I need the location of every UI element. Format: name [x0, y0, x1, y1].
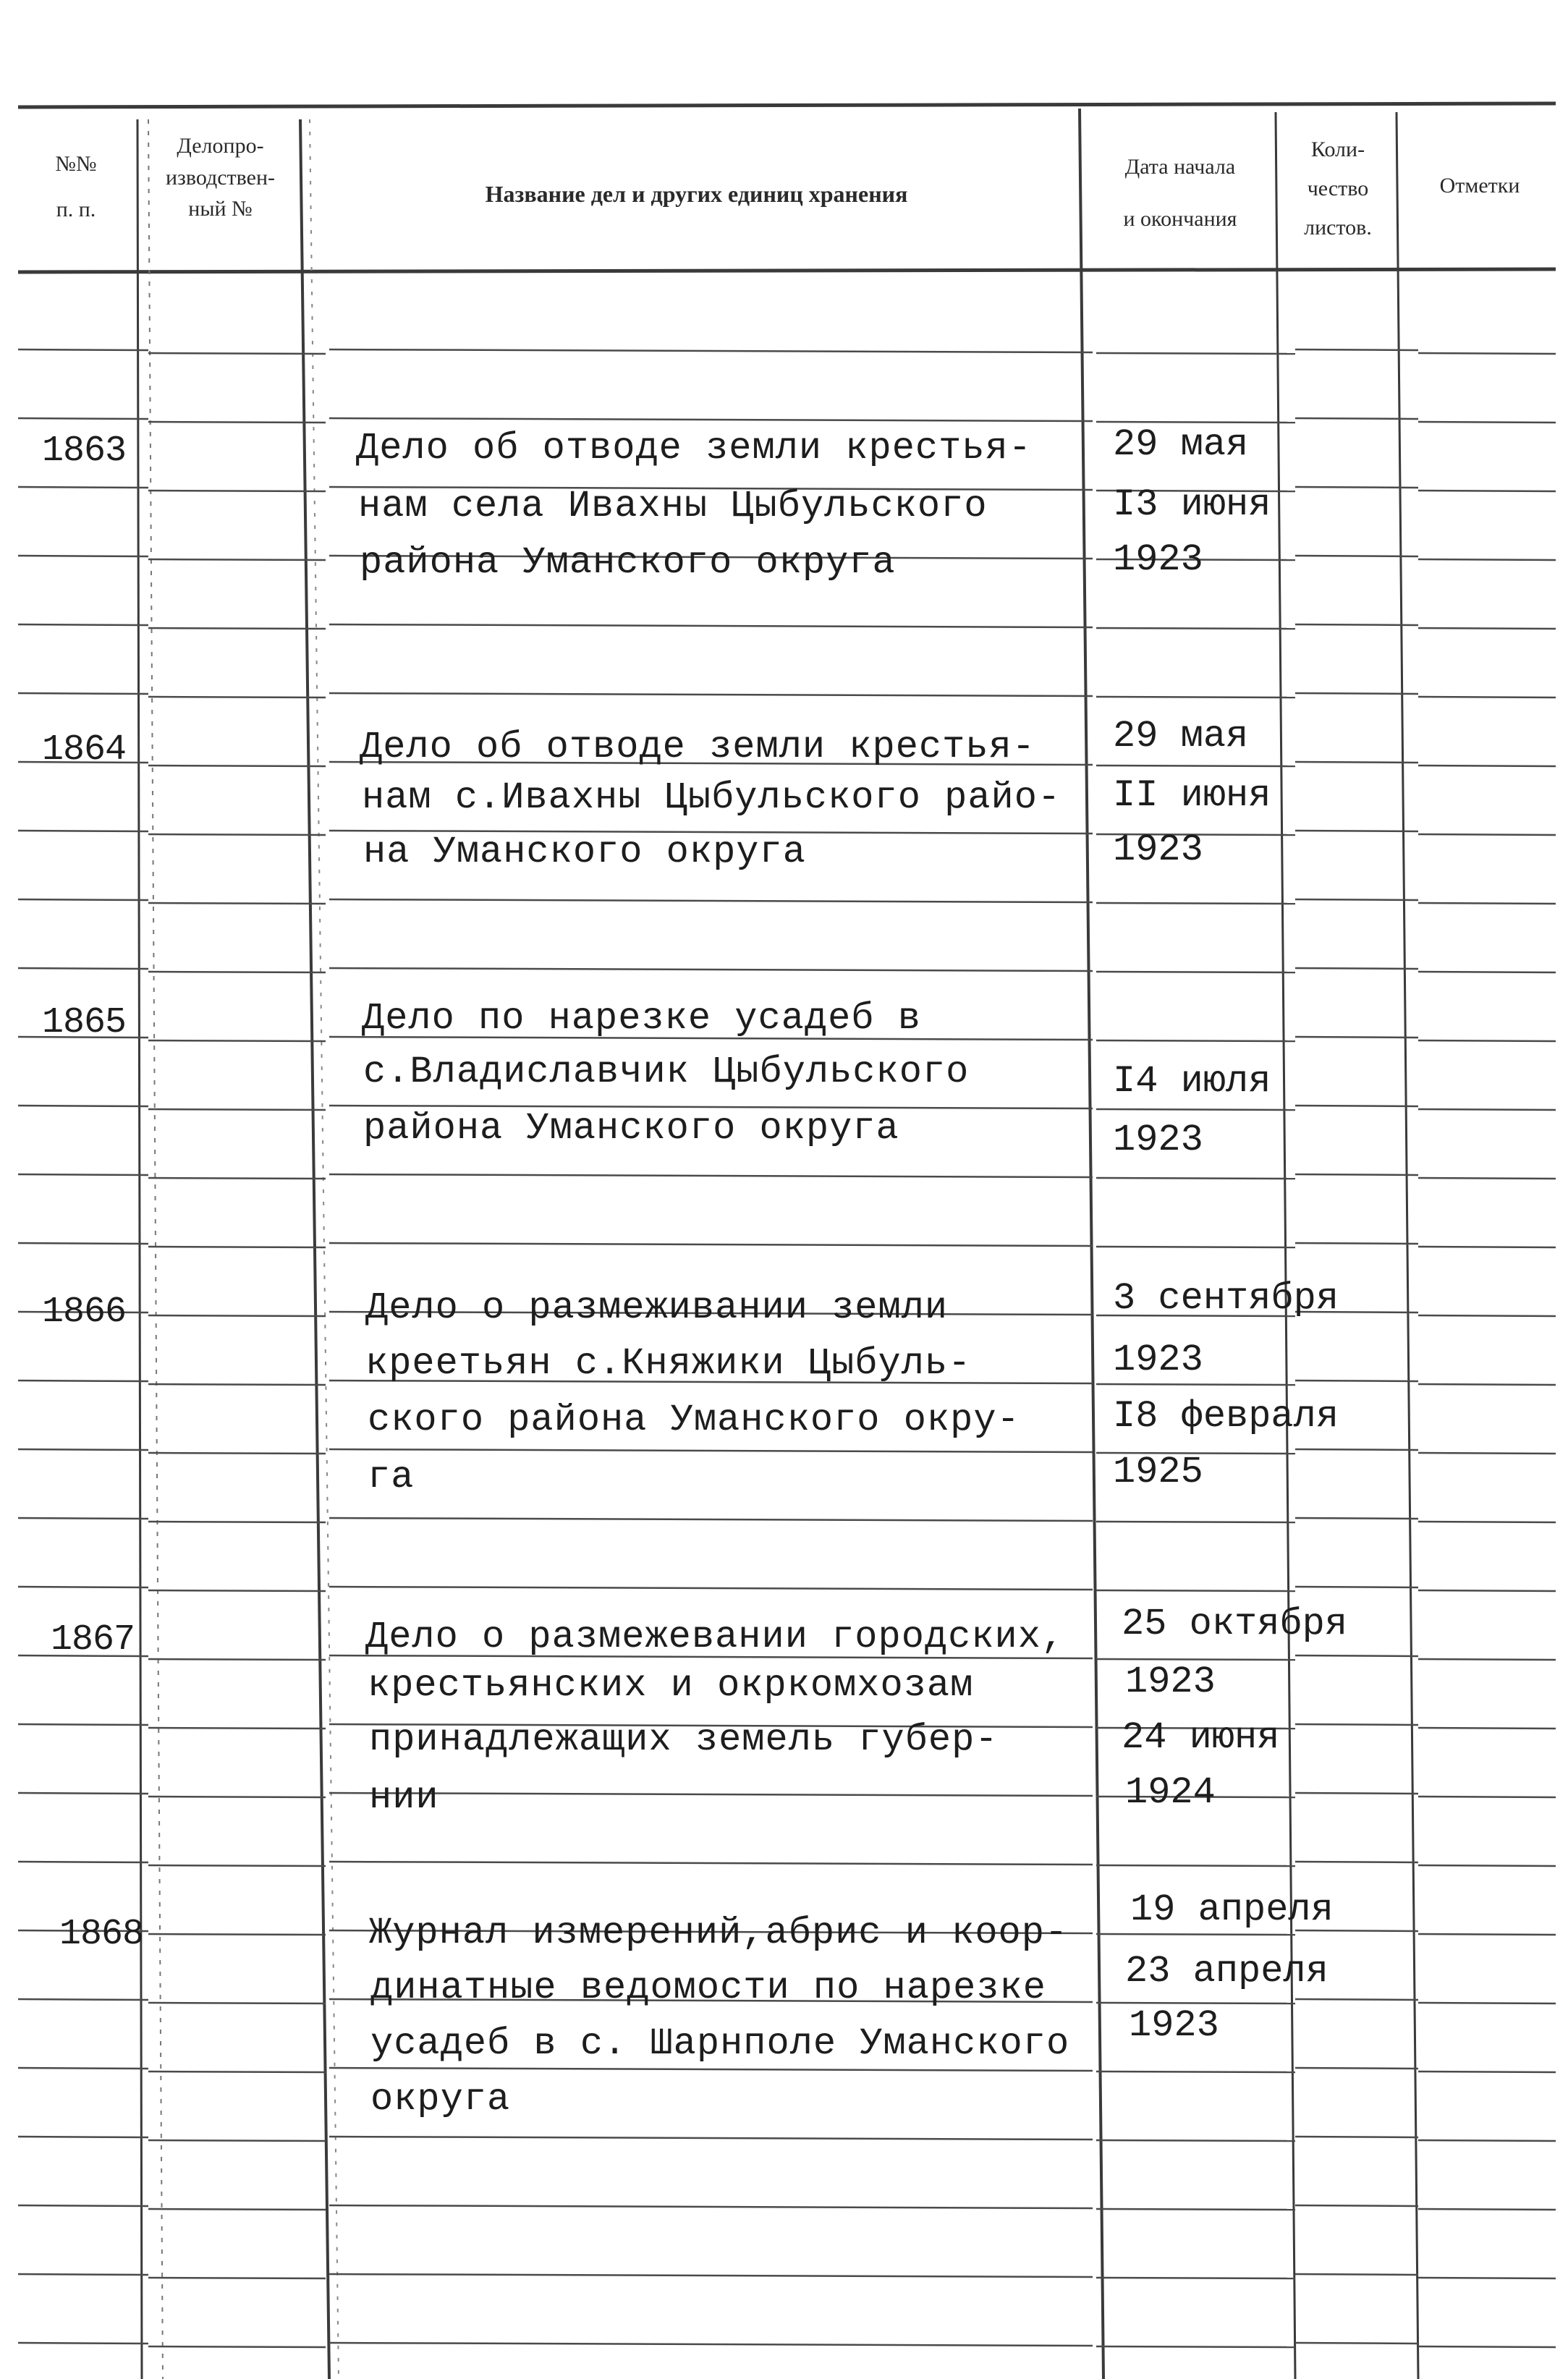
ruled-line — [18, 624, 148, 625]
record-date-line: 24 июня — [1122, 1716, 1280, 1759]
ruled-line — [329, 1449, 1093, 1452]
header-number-line-1: №№ — [55, 152, 97, 176]
ruled-line — [329, 2068, 1093, 2071]
ruled-line — [329, 2137, 1093, 2140]
ruled-line — [18, 968, 148, 969]
ruled-line — [148, 1040, 326, 1041]
ruled-line — [148, 1659, 326, 1660]
ruled-line — [1295, 1999, 1418, 2000]
ruled-line — [329, 1793, 1093, 1796]
record-date-line: 1923 — [1113, 1119, 1203, 1161]
ruled-line — [1096, 628, 1295, 629]
header-number-line-2: п. п. — [56, 198, 96, 221]
record-number: 1866 — [42, 1292, 127, 1333]
ruled-line — [18, 1449, 148, 1450]
ruled-line — [1096, 2071, 1295, 2072]
ruled-line — [1295, 624, 1418, 625]
ruled-line — [1418, 353, 1556, 354]
ruled-line — [1418, 422, 1556, 423]
header-office-line-2: изводствен- — [165, 165, 276, 190]
ruled-line — [148, 353, 326, 354]
ruled-line — [1295, 487, 1418, 488]
ruled-line — [148, 422, 326, 423]
record-title-line: принадлежащих земель губер- — [369, 1718, 999, 1761]
ruled-line — [18, 2343, 148, 2344]
record-title-line: округа — [370, 2078, 511, 2121]
record-title-line: ского района Уманского окру- — [368, 1399, 1020, 1441]
ruled-line — [148, 628, 326, 629]
header-dates-line-1: Дата начала — [1124, 155, 1236, 179]
ruled-line — [1096, 903, 1295, 904]
header-sheets-line-1: Коли- — [1310, 137, 1365, 161]
ruled-line — [1096, 1178, 1295, 1179]
ruled-line — [18, 899, 148, 900]
record-number: 1867 — [51, 1619, 135, 1661]
ruled-line — [1096, 2140, 1295, 2141]
ruled-line — [1096, 1865, 1295, 1866]
record-title-line: нии — [369, 1776, 439, 1819]
ruled-line — [1295, 2205, 1418, 2206]
ruled-line — [1418, 1178, 1556, 1179]
ruled-line — [1418, 628, 1556, 629]
record-date-line: 29 мая — [1113, 715, 1249, 758]
ruled-line — [1096, 422, 1295, 423]
ruled-line — [329, 2205, 1093, 2208]
ruled-line — [18, 1999, 148, 2000]
record-date-line: 29 мая — [1113, 423, 1249, 466]
ruled-line — [148, 1728, 326, 1729]
record-number: 1868 — [59, 1914, 144, 1955]
ruled-line — [18, 1724, 148, 1725]
record-date-line: 1925 — [1113, 1451, 1203, 1493]
ruled-line — [1295, 2068, 1418, 2069]
ruled-line — [1418, 1865, 1556, 1866]
ruled-line — [1096, 1934, 1295, 1935]
record-date-line: 1923 — [1113, 1339, 1203, 1381]
ruled-line — [1096, 1040, 1295, 1041]
ruled-line — [329, 1243, 1093, 1246]
header-number-column — [33, 141, 119, 232]
ruled-line — [1418, 559, 1556, 560]
ruled-line — [329, 2274, 1093, 2277]
header-office-line-1: Делопро- — [177, 134, 264, 158]
ruled-line — [329, 624, 1093, 627]
ruled-line — [1295, 1724, 1418, 1725]
ruled-line — [1418, 1040, 1556, 1041]
header-office-number-column — [139, 130, 302, 225]
record-title-line: Дело о размеживании земли — [365, 1286, 949, 1329]
record-date-line: 1923 — [1113, 828, 1203, 871]
ruled-line — [329, 1587, 1093, 1590]
record-date-line: I4 июля — [1113, 1060, 1271, 1103]
record-date-line: 19 апреля — [1130, 1888, 1334, 1931]
record-date-line: 1924 — [1125, 1771, 1216, 1814]
ruled-line — [148, 2346, 326, 2347]
header-dates-column — [1083, 141, 1277, 245]
ruled-line — [1418, 1315, 1556, 1316]
ruled-line — [1418, 2346, 1556, 2347]
header-notes-column: Отметки — [1439, 174, 1520, 198]
ruled-line — [1295, 1037, 1418, 1038]
ruled-line — [1418, 1934, 1556, 1935]
ruled-line — [18, 693, 148, 694]
record-date-line: 3 сентября — [1113, 1277, 1339, 1320]
ruled-line — [148, 1315, 326, 1316]
ruled-line — [148, 1590, 326, 1591]
record-number: 1865 — [42, 1002, 127, 1043]
ruled-line — [148, 1453, 326, 1454]
ruled-line — [1295, 2274, 1418, 2275]
ruled-line — [329, 899, 1093, 902]
record-date-line: 25 октября — [1122, 1603, 1348, 1645]
record-title-line: креетьян с.Княжики Цыбуль- — [365, 1342, 972, 1385]
ruled-line — [1418, 1453, 1556, 1454]
record-title-line: нам села Ивахны Цыбульского — [358, 485, 988, 527]
ruled-line — [1096, 1659, 1295, 1660]
record-date-line: II июня — [1113, 774, 1271, 817]
ruled-line — [329, 693, 1093, 696]
ruled-line — [329, 1518, 1093, 1521]
record-title-line: динатные ведомости по нарезке — [370, 1967, 1046, 2009]
record-date-line: 23 апреля — [1125, 1950, 1328, 1993]
header-sheets-line-3: листов. — [1304, 216, 1372, 239]
ruled-line — [1418, 2140, 1556, 2141]
ruled-line — [18, 349, 148, 350]
header-sheets-line-2: чество — [1307, 177, 1369, 200]
ruled-line — [148, 559, 326, 560]
ruled-line — [18, 1174, 148, 1175]
ruled-line — [148, 1865, 326, 1866]
ruled-line — [18, 2068, 148, 2069]
ruled-line — [1096, 2209, 1295, 2210]
ruled-line — [18, 1518, 148, 1519]
ruled-line — [18, 487, 148, 488]
header-office-line-3: ный № — [188, 197, 253, 221]
ruled-line — [148, 2209, 326, 2210]
ruled-line — [329, 2343, 1093, 2346]
header-title-column: Название дел и других единиц хранения — [485, 181, 908, 207]
record-title-line: на Уманского округа — [363, 831, 806, 873]
record-date-line: I8 февраля — [1113, 1395, 1339, 1438]
record-title-line: района Уманского округа — [360, 541, 896, 584]
record-date-line: 1923 — [1113, 538, 1203, 581]
ruled-line — [148, 1934, 326, 1935]
ruled-line — [1096, 2346, 1295, 2347]
ruled-line — [1418, 903, 1556, 904]
ruled-line — [329, 1174, 1093, 1177]
ruled-line — [1295, 418, 1418, 419]
ruled-line — [1295, 1655, 1418, 1656]
ruled-line — [1295, 1518, 1418, 1519]
ruled-line — [1295, 693, 1418, 694]
ruled-line — [148, 903, 326, 904]
ruled-line — [1295, 2343, 1418, 2344]
ruled-line — [1295, 1449, 1418, 1450]
ruled-line — [1295, 1174, 1418, 1175]
record-title-line: района Уманского округа — [363, 1107, 899, 1150]
record-title-line: Дело по нарезке усадеб в — [362, 997, 921, 1040]
ruled-line — [148, 1109, 326, 1110]
ruled-line — [329, 349, 1093, 352]
record-date-line: I3 июня — [1113, 483, 1271, 526]
ruled-line — [1295, 968, 1418, 969]
ruled-line — [1418, 1384, 1556, 1385]
ruled-line — [1418, 1728, 1556, 1729]
ruled-line — [1418, 1109, 1556, 1110]
record-title-line: усадеб в с. Шарнполе Уманского — [370, 2022, 1070, 2065]
ruled-line — [1418, 1590, 1556, 1591]
record-number: 1864 — [42, 729, 127, 771]
ruled-line — [18, 2205, 148, 2206]
ruled-line — [1096, 353, 1295, 354]
ruled-line — [148, 834, 326, 835]
ruled-line — [18, 1793, 148, 1794]
ruled-line — [1418, 834, 1556, 835]
record-title-line: Дело о размежевании городских, — [365, 1616, 1065, 1658]
ruled-line — [18, 418, 148, 419]
record-title-line: Дело об отводе земли крестья- — [356, 427, 1032, 470]
ruled-line — [1295, 762, 1418, 763]
ruled-line — [148, 1384, 326, 1385]
ruled-line — [1295, 1793, 1418, 1794]
ruled-line — [329, 968, 1093, 971]
ruled-line — [18, 1243, 148, 1244]
header-sheets-column — [1277, 130, 1399, 247]
ruled-line — [1295, 1243, 1418, 1244]
record-title-line: Журнал измерений,абрис и коор- — [369, 1912, 1069, 1954]
record-title-line: нам с.Ивахны Цыбульского райо- — [362, 776, 1061, 819]
ruled-line — [148, 2140, 326, 2141]
ruled-line — [1418, 1659, 1556, 1660]
record-title-line: крестьянских и окркомхозам — [368, 1664, 974, 1707]
header-dates-line-2: и окончания — [1123, 207, 1237, 231]
ruled-line — [1096, 1109, 1295, 1110]
record-date-line: 1923 — [1129, 2004, 1219, 2047]
ruled-line — [329, 1862, 1093, 1865]
ruled-line — [1295, 899, 1418, 900]
ruled-line — [148, 1178, 326, 1179]
ruled-line — [18, 2274, 148, 2275]
ruled-line — [1295, 349, 1418, 350]
ruled-line — [1096, 1590, 1295, 1591]
record-date-line: 1923 — [1125, 1661, 1216, 1703]
ruled-line — [1418, 2071, 1556, 2072]
record-number: 1863 — [42, 431, 127, 472]
ruled-line — [329, 418, 1093, 421]
record-title-line: га — [368, 1456, 415, 1498]
ruled-line — [1418, 2209, 1556, 2210]
ruled-line — [148, 2071, 326, 2072]
record-title-line: с.Владиславчик Цыбульского — [363, 1051, 970, 1093]
record-title-line: Дело об отводе земли крестья- — [360, 726, 1035, 768]
ruled-line — [1096, 1384, 1295, 1385]
